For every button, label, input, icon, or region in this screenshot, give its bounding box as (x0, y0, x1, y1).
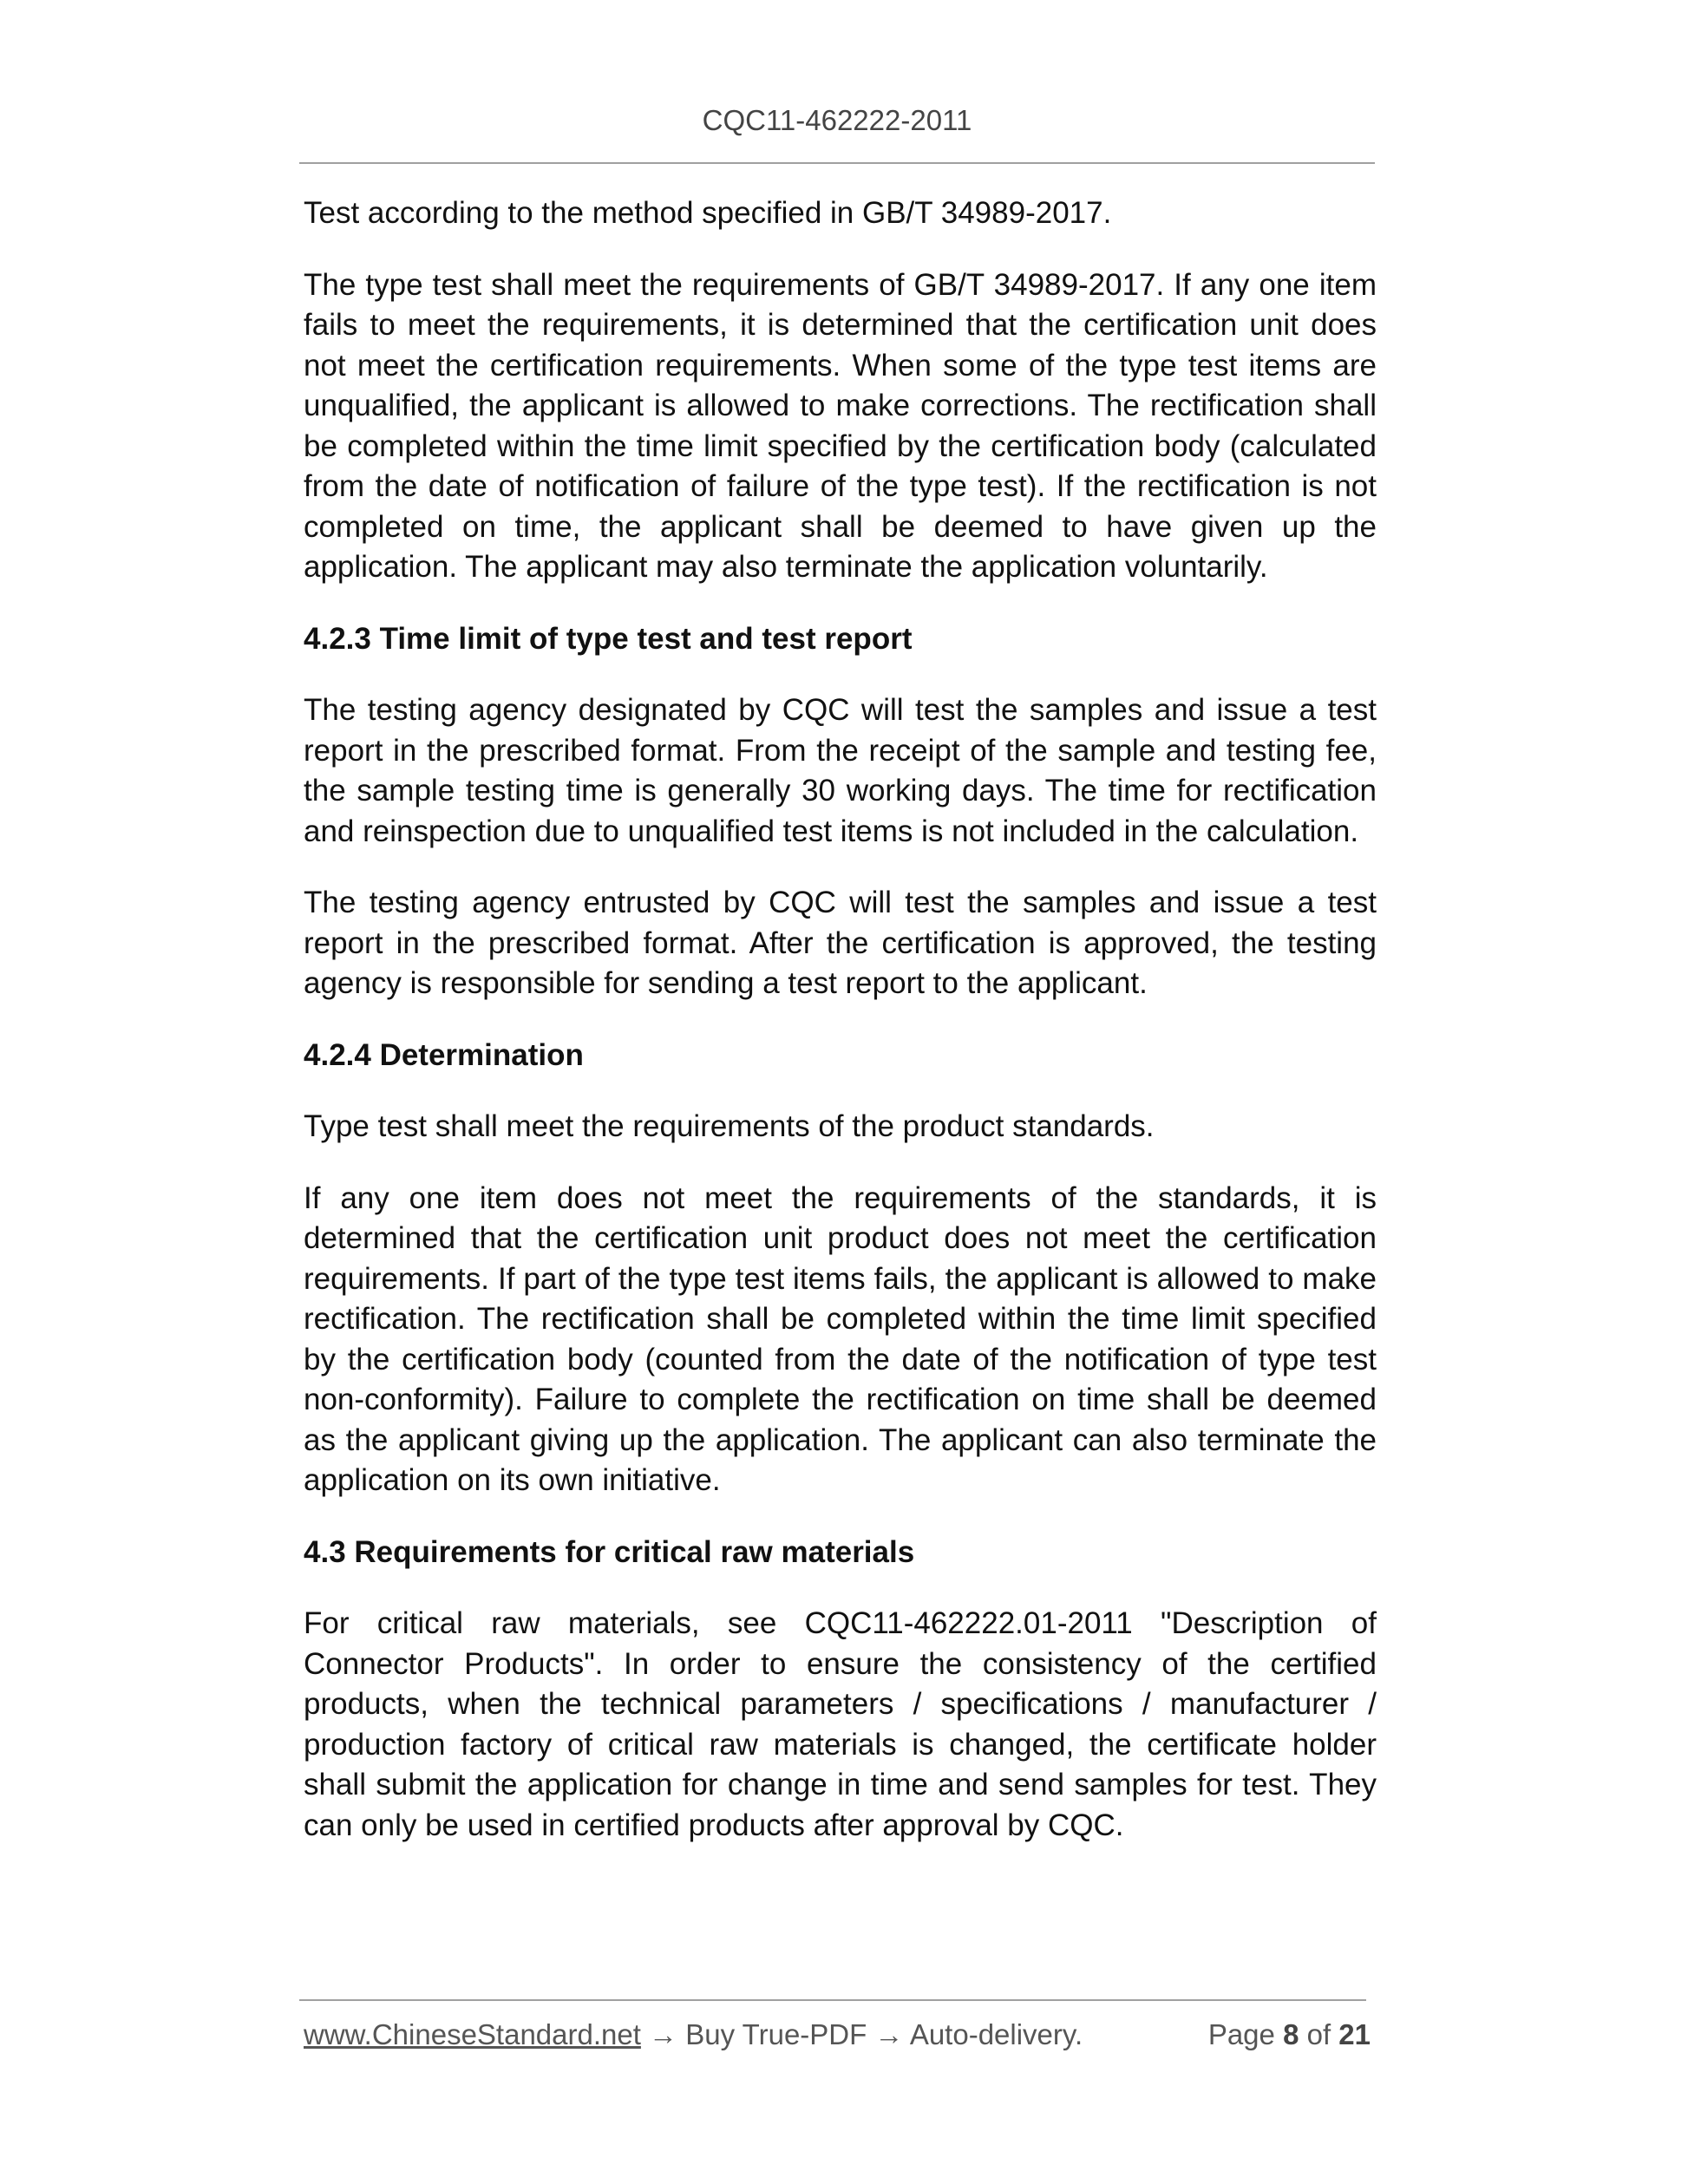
total-pages: 21 (1338, 2018, 1371, 2050)
header-divider (299, 162, 1375, 164)
paragraph-test-method: Test according to the method specified in GB/T 34989-2017. (304, 196, 1112, 230)
paragraph-designated-agency: The testing agency designated by CQC will test the samples and issue a test report in the prescribed format. From the receipt of the sample and testing fee, the sample testing time is generally 30 working days. The time for rectification and reinspection due to unqualified test items is not included in the calculation. (304, 693, 1377, 848)
footer-tagline: → Buy True-PDF → Auto-delivery. (640, 2018, 1083, 2050)
current-page: 8 (1283, 2018, 1299, 2050)
site-link[interactable]: www.ChineseStandard.net (304, 2018, 641, 2050)
footer-divider (299, 1999, 1366, 2001)
section-heading-4-3: 4.3 Requirements for critical raw materials (304, 1534, 915, 1569)
page-header: CQC11-462222-2011 (702, 104, 972, 136)
paragraph-product-standards: Type test shall meet the requirements of the product standards. (304, 1109, 1155, 1143)
footer-promo (304, 2018, 1083, 2051)
paragraph-entrusted-agency: The testing agency entrusted by CQC will test the samples and issue a test report in the prescribed format. After the certification is approved, the testing agency is responsible for sending a test report to the applicant. (304, 886, 1377, 1000)
paragraph-determination: If any one item does not meet the requirements of the standards, it is determined that the certification unit product does not meet the certification requirements. If part of the type test items fails, the applicant is allowed to make rectification. The rectification shall be completed within the time limit specified by the certification body (counted from the date of the notification of type test non-conformity). Failure to complete the rectification on time shall be deemed as the applicant giving up the application. The applicant can also terminate the application on its own initiative. (304, 1180, 1377, 1497)
page-number (1208, 2018, 1371, 2051)
page-word: Page (1207, 2018, 1284, 2050)
page-footer (304, 2018, 1371, 2051)
document-body (304, 193, 1377, 1877)
section-heading-4-2-3: 4.2.3 Time limit of type test and test report (304, 621, 913, 656)
paragraph-type-test-requirements: The type test shall meet the requirements of GB/T 34989-2017. If any one item fails to meet the requirements, it is determined that the certification unit does not meet the certification requirements. When some of the type test items are unqualified, the applicant is allowed to make corrections. The rectification shall be completed within the time limit specified by the certification body (calculated from the date of notification of failure of the type test). If the rectification is not completed on time, the applicant shall be deemed to have given up the application. The applicant may also terminate the application voluntarily. (304, 267, 1377, 584)
section-heading-4-2-4: 4.2.4 Determination (304, 1037, 584, 1072)
paragraph-critical-raw-materials: For critical raw materials, see CQC11-462222.01-2011 "Description of Connector Products". In order to ensure the consistency of the certified products, when the technical parameters / specifications / manufacturer / production factory of critical raw materials is changed, the certificate holder shall submit the application for change in time and send samples for test. They can only be used in certified products after approval by CQC. (304, 1606, 1377, 1842)
of-word: of (1299, 2018, 1339, 2050)
